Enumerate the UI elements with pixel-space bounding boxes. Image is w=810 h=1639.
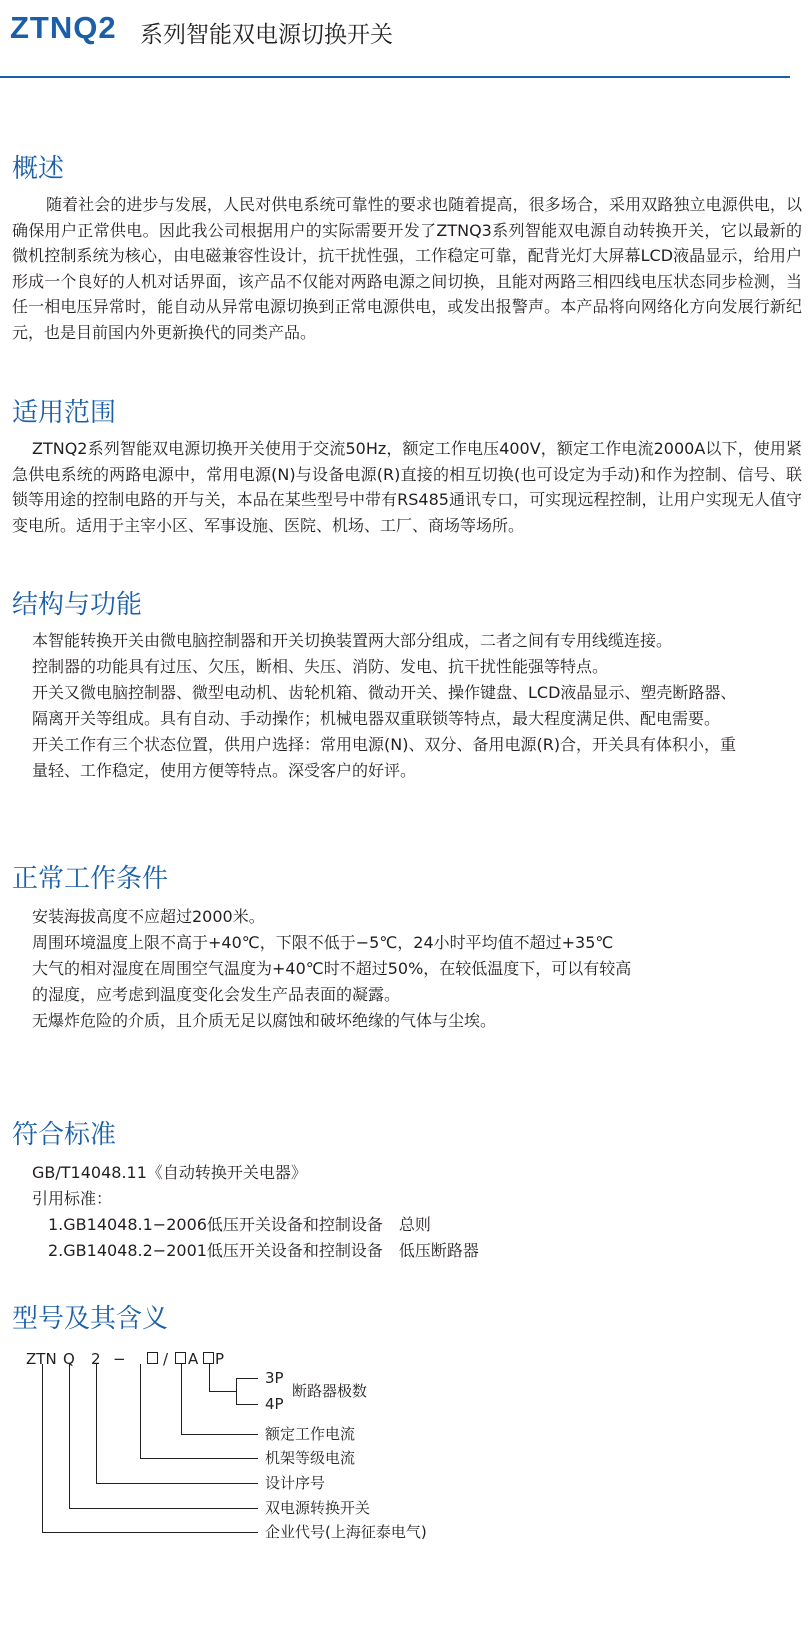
standards-text bbox=[12, 1160, 802, 1264]
design-no-leader bbox=[97, 1364, 259, 1484]
rated-current-label: 额定工作电流 bbox=[265, 1425, 356, 1443]
structure-line: 控制器的功能具有过压、欠压，断相、失压、消防、发电、抗干扰性能强等特点。 bbox=[32, 657, 609, 676]
rated-current-box bbox=[176, 1353, 186, 1364]
overview-text: 随着社会的进步与发展，人民对供电系统可靠性的要求也随着提高，很多场合，采用双路独立电源供电，以确保用户正常供电。因此我公司根据用户的实际需要开发了ZTNQ3系列智能双电源自动转换开关，它以最新的微机控制系统为核心，由电磁兼容性设计，抗干扰性强，工作稳定可靠，配背光灯大屏幕LCD液晶显示，给用户形成一个良好的人机对话界面，该产品不仅能对两路电源之间切换，且能对两路三相四线电压状态同步检测，当任一相电压异常时，能自动从异常电源切换到正常电源供电，或发出报警声。本产品将向网络化方向发展行新纪元，也是目前国内外更新换代的同类产品。 bbox=[12, 195, 802, 342]
header-divider bbox=[0, 76, 790, 78]
structure-line: 开关工作有三个状态位置，供用户选择：常用电源(N)、双分、备用电源(R)合，开关具有体积小，重 bbox=[32, 735, 737, 754]
switch-type-label: 双电源转换开关 bbox=[265, 1499, 371, 1517]
overview-title: 概述 bbox=[12, 154, 65, 184]
standards-title: 符合标准 bbox=[12, 1120, 117, 1150]
code-q: Q bbox=[63, 1350, 75, 1368]
switch-type-leader bbox=[70, 1364, 259, 1509]
standard-main: GB/T14048.11《自动转换开关电器》 bbox=[32, 1163, 307, 1182]
model-title: 型号及其含义 bbox=[12, 1304, 169, 1334]
page-header bbox=[0, 0, 810, 82]
condition-line: 无爆炸危险的介质，且介质无足以腐蚀和破坏绝缘的气体与尘埃。 bbox=[32, 1011, 497, 1030]
scope-title: 适用范围 bbox=[12, 398, 117, 428]
conditions-title: 正常工作条件 bbox=[12, 864, 169, 894]
structure-line: 本智能转换开关由微电脑控制器和开关切换装置两大部分组成，二者之间有专用线缆连接。 bbox=[32, 631, 673, 650]
condition-line: 周围环境温度上限不高于+40℃，下限不低于−5℃，24小时平均值不超过+35℃ bbox=[32, 933, 614, 952]
poles-leader bbox=[210, 1364, 237, 1392]
standard-ref: 1.GB14048.1−2006低压开关设备和控制设备 总则 bbox=[48, 1215, 431, 1234]
scope-text: ZTNQ2系列智能双电源切换开关使用于交流50Hz，额定工作电压400V，额定工作电流2000A以下，使用紧急供电系统的两路电源中，常用电源(N)与设备电源(R)直接的相互切换(也可设定为手动)和作为控制、信号、联锁等用途的控制电路的开与关，本品在某些型号中带有RS485通讯专口，可实现远程控制，让用户实现无人值守变电所。适用于主宰小区、军事设施、医院、机场、工厂、商场等场所。 bbox=[12, 439, 802, 535]
overview-section bbox=[12, 152, 802, 345]
pole-4p: 4P bbox=[265, 1395, 284, 1413]
structure-title: 结构与功能 bbox=[12, 590, 143, 620]
code-p: P bbox=[215, 1350, 225, 1368]
condition-line: 安装海拔高度不应超过2000米。 bbox=[32, 907, 265, 926]
structure-text bbox=[12, 628, 802, 784]
structure-line: 量轻、工作稳定，使用方便等特点。深受客户的好评。 bbox=[32, 761, 417, 780]
model-code-diagram bbox=[0, 1345, 810, 1639]
structure-line: 隔离开关等组成。具有自动、手动操作；机械电器双重联锁等特点，最大程度满足供、配电需要。 bbox=[32, 709, 721, 728]
frame-current-box bbox=[148, 1353, 158, 1364]
pole-3p: 3P bbox=[265, 1369, 284, 1387]
scope-section bbox=[12, 396, 802, 538]
company-leader bbox=[43, 1364, 259, 1533]
structure-line: 开关又微电脑控制器、微型电动机、齿轮机箱、微动开关、操作键盘、LCD液晶显示、塑壳断路器、 bbox=[32, 683, 737, 702]
conditions-section bbox=[12, 862, 802, 1034]
rated-current-leader bbox=[182, 1364, 259, 1435]
poles-label: 断路器极数 bbox=[292, 1382, 368, 1400]
product-subtitle: 系列智能双电源切换开关 bbox=[140, 22, 393, 48]
company-label: 企业代号(上海征泰电气) bbox=[265, 1523, 427, 1541]
code-dash: − bbox=[113, 1350, 126, 1368]
code-a: A bbox=[188, 1350, 199, 1368]
condition-line: 的湿度，应考虑到温度变化会发生产品表面的凝露。 bbox=[32, 985, 401, 1004]
standard-ref-label: 引用标准： bbox=[32, 1189, 113, 1208]
standard-ref: 2.GB14048.2−2001低压开关设备和控制设备 低压断路器 bbox=[48, 1241, 479, 1260]
conditions-text bbox=[12, 904, 802, 1034]
brand-title: ZTNQ2 bbox=[10, 10, 117, 45]
model-code-leader-lines bbox=[0, 1345, 810, 1639]
standards-section bbox=[12, 1118, 802, 1264]
condition-line: 大气的相对湿度在周围空气温度为+40℃时不超过50%，在较低温度下，可以有较高 bbox=[32, 959, 632, 978]
code-slash: / bbox=[163, 1350, 169, 1368]
code-ztn: ZTN bbox=[26, 1350, 57, 1368]
code-2: 2 bbox=[91, 1350, 101, 1368]
poles-box bbox=[204, 1353, 214, 1364]
model-section bbox=[12, 1302, 802, 1336]
frame-current-label: 机架等级电流 bbox=[265, 1449, 356, 1467]
structure-section bbox=[12, 588, 802, 784]
design-no-label: 设计序号 bbox=[265, 1474, 326, 1492]
poles-bracket bbox=[237, 1379, 259, 1405]
